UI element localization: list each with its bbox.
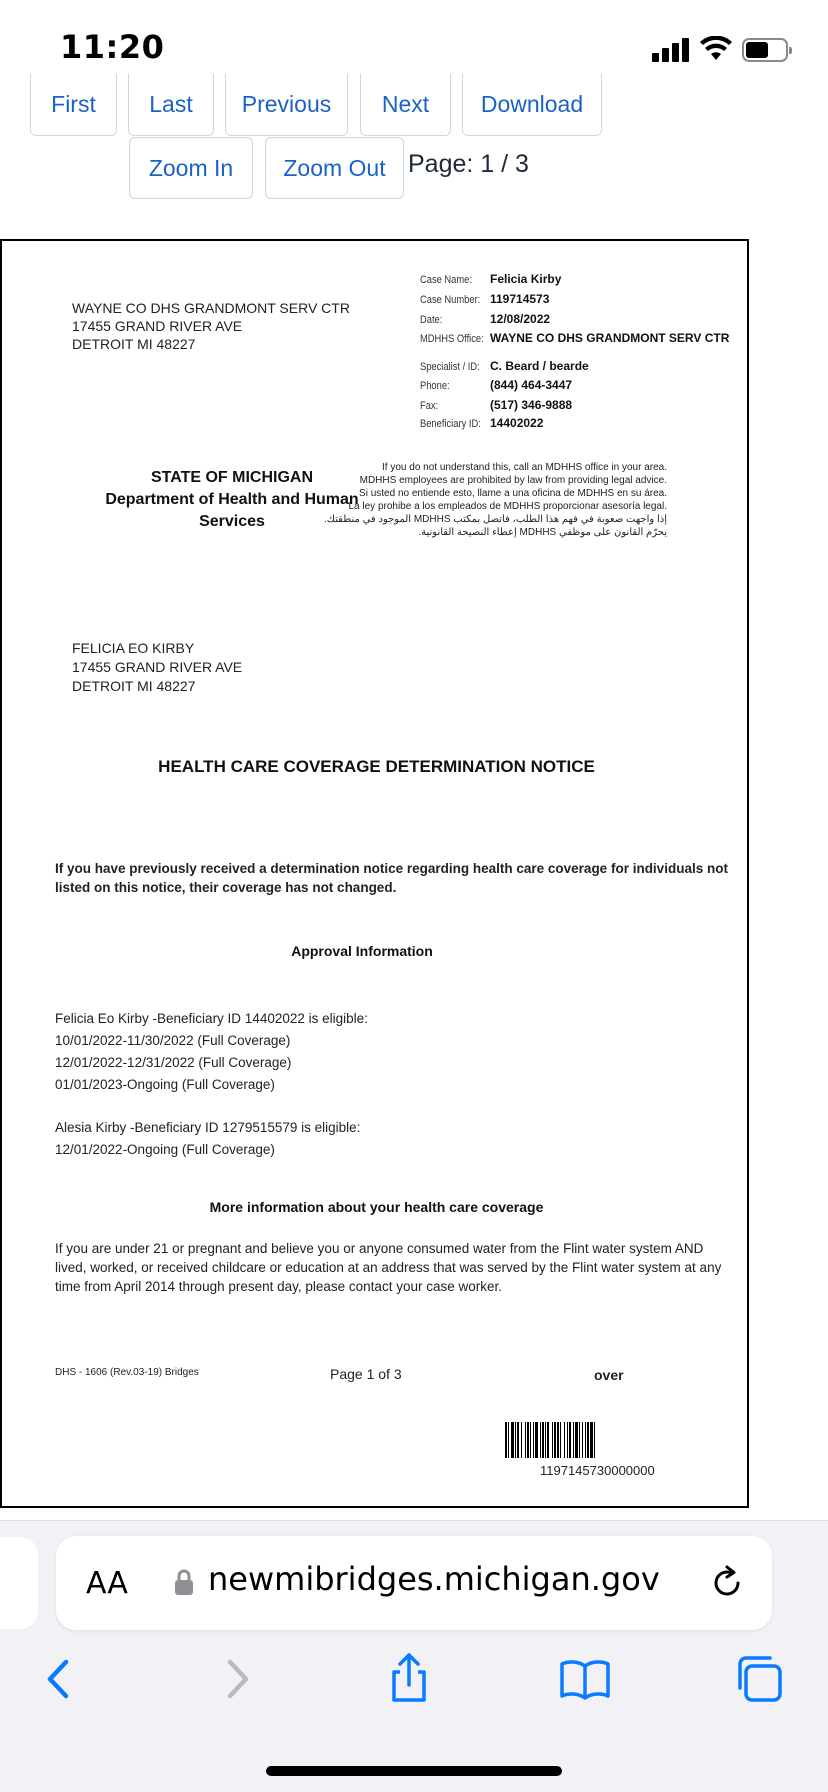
recipient-address-line: 17455 GRAND RIVER AVE xyxy=(72,659,243,675)
eligibility-line: Alesia Kirby -Beneficiary ID 1279515579 is eligible: xyxy=(55,1120,361,1135)
barcode-number: 1197145730000000 xyxy=(540,1463,655,1478)
eligibility-block-1 xyxy=(55,1008,368,1096)
notice-line: MDHHS employees are prohibited by law from providing legal advice. xyxy=(359,475,667,486)
eligibility-block-2 xyxy=(55,1117,360,1161)
back-icon[interactable] xyxy=(32,1652,86,1706)
language-notice xyxy=(324,461,667,539)
notice-line: إذا واجهت صعوبة في فهم هذا الطلب، فاتصل بمكتب MDHHS الموجود في منطقتك. xyxy=(323,514,667,525)
eligibility-line: 12/01/2022-12/31/2022 (Full Coverage) xyxy=(55,1055,292,1070)
fax-row: Fax: (517) 346-9888 xyxy=(420,398,573,412)
approval-heading: Approval Information xyxy=(291,943,433,959)
notice-line: يحرّم القانون على موظفي MDHHS إعطاء النصيحة القانونية. xyxy=(418,527,667,538)
previous-page-button[interactable]: Previous xyxy=(225,74,348,136)
notice-title: HEALTH CARE COVERAGE DETERMINATION NOTICE xyxy=(158,757,595,776)
flint-line: lived, worked, or received childcare or education at an address that was served by the Flint water system at any xyxy=(55,1260,722,1275)
reload-icon[interactable] xyxy=(708,1564,746,1602)
eligibility-line: 01/01/2023-Ongoing (Full Coverage) xyxy=(55,1077,275,1092)
beneficiary-row: Beneficiary ID: 14402022 xyxy=(420,416,544,430)
next-page-button[interactable]: Next xyxy=(360,74,451,136)
zoom-out-button[interactable]: Zoom Out xyxy=(265,137,404,199)
download-button[interactable]: Download xyxy=(462,74,602,136)
eligibility-line: 12/01/2022-Ongoing (Full Coverage) xyxy=(55,1142,275,1157)
intro-line: If you have previously received a determination notice regarding health care coverage for individuals not xyxy=(55,861,728,876)
office-address-line: DETROIT MI 48227 xyxy=(72,336,196,352)
last-page-button[interactable]: Last xyxy=(128,74,214,136)
intro-paragraph xyxy=(55,859,728,897)
zoom-in-button[interactable]: Zoom In xyxy=(129,137,253,199)
page-number-label: Page 1 of 3 xyxy=(330,1366,402,1382)
case-number-row: Case Number: 119714573 xyxy=(420,292,550,306)
more-info-heading: More information about your health care coverage xyxy=(209,1199,544,1215)
wifi-icon xyxy=(700,36,732,62)
bookmarks-icon[interactable] xyxy=(558,1652,612,1706)
forward-icon[interactable] xyxy=(210,1652,264,1706)
recipient-address-line: FELICIA EO KIRBY xyxy=(72,640,195,656)
barcode xyxy=(505,1422,681,1458)
form-id: DHS - 1606 (Rev.03-19) Bridges xyxy=(55,1367,199,1378)
office-row: MDHHS Office: WAYNE CO DHS GRANDMONT SERV CTR xyxy=(420,331,730,345)
flint-line: time from April 2014 through present day, please contact your case worker. xyxy=(55,1279,502,1294)
address-bar[interactable] xyxy=(56,1536,772,1630)
previous-tab-peek[interactable] xyxy=(0,1537,38,1629)
cellular-signal-icon xyxy=(652,38,690,62)
state-name: STATE OF MICHIGAN xyxy=(150,469,314,486)
notice-line: La ley prohibe a los empleados de MDHHS proporcionar asesoría legal. xyxy=(348,501,667,512)
home-indicator xyxy=(266,1766,562,1776)
recipient-address-line: DETROIT MI 48227 xyxy=(72,678,196,694)
tabs-icon[interactable] xyxy=(732,1652,786,1706)
case-name-row: Case Name: Felicia Kirby xyxy=(420,272,562,286)
lock-icon xyxy=(174,1568,194,1596)
status-time: 11:20 xyxy=(60,28,165,66)
recipient-address xyxy=(72,639,242,696)
first-page-button[interactable]: First xyxy=(30,74,117,136)
notice-line: If you do not understand this, call an MDHHS office in your area. xyxy=(382,462,667,473)
eligibility-line: 10/01/2022-11/30/2022 (Full Coverage) xyxy=(55,1033,291,1048)
specialist-row: Specialist / ID: C. Beard / bearde xyxy=(420,359,589,373)
reader-settings-button[interactable]: AA xyxy=(86,1566,128,1601)
flint-paragraph xyxy=(55,1239,721,1296)
intro-line: listed on this notice, their coverage has not changed. xyxy=(55,880,397,895)
office-address-line: 17455 GRAND RIVER AVE xyxy=(72,318,243,334)
eligibility-line: Felicia Eo Kirby -Beneficiary ID 14402022 is eligible: xyxy=(55,1011,368,1026)
page-indicator: Page: 1 / 3 xyxy=(408,150,529,178)
share-icon[interactable] xyxy=(382,1652,436,1706)
office-address-line: WAYNE CO DHS GRANDMONT SERV CTR xyxy=(72,300,350,316)
flint-line: If you are under 21 or pregnant and believe you or anyone consumed water from the Flint water system AND xyxy=(55,1241,704,1256)
date-row: Date: 12/08/2022 xyxy=(420,312,551,326)
notice-line: Si usted no entiende esto, llame a una oficina de MDHHS en su área. xyxy=(359,488,667,499)
url-text[interactable]: newmibridges.michigan.gov xyxy=(208,1560,660,1598)
over-label: over xyxy=(594,1367,624,1383)
battery-icon xyxy=(742,38,788,62)
phone-row: Phone: (844) 464-3447 xyxy=(420,378,573,392)
document-page xyxy=(0,239,749,1508)
department-name: Department of Health and Human Services xyxy=(105,491,359,530)
office-address xyxy=(72,299,350,353)
